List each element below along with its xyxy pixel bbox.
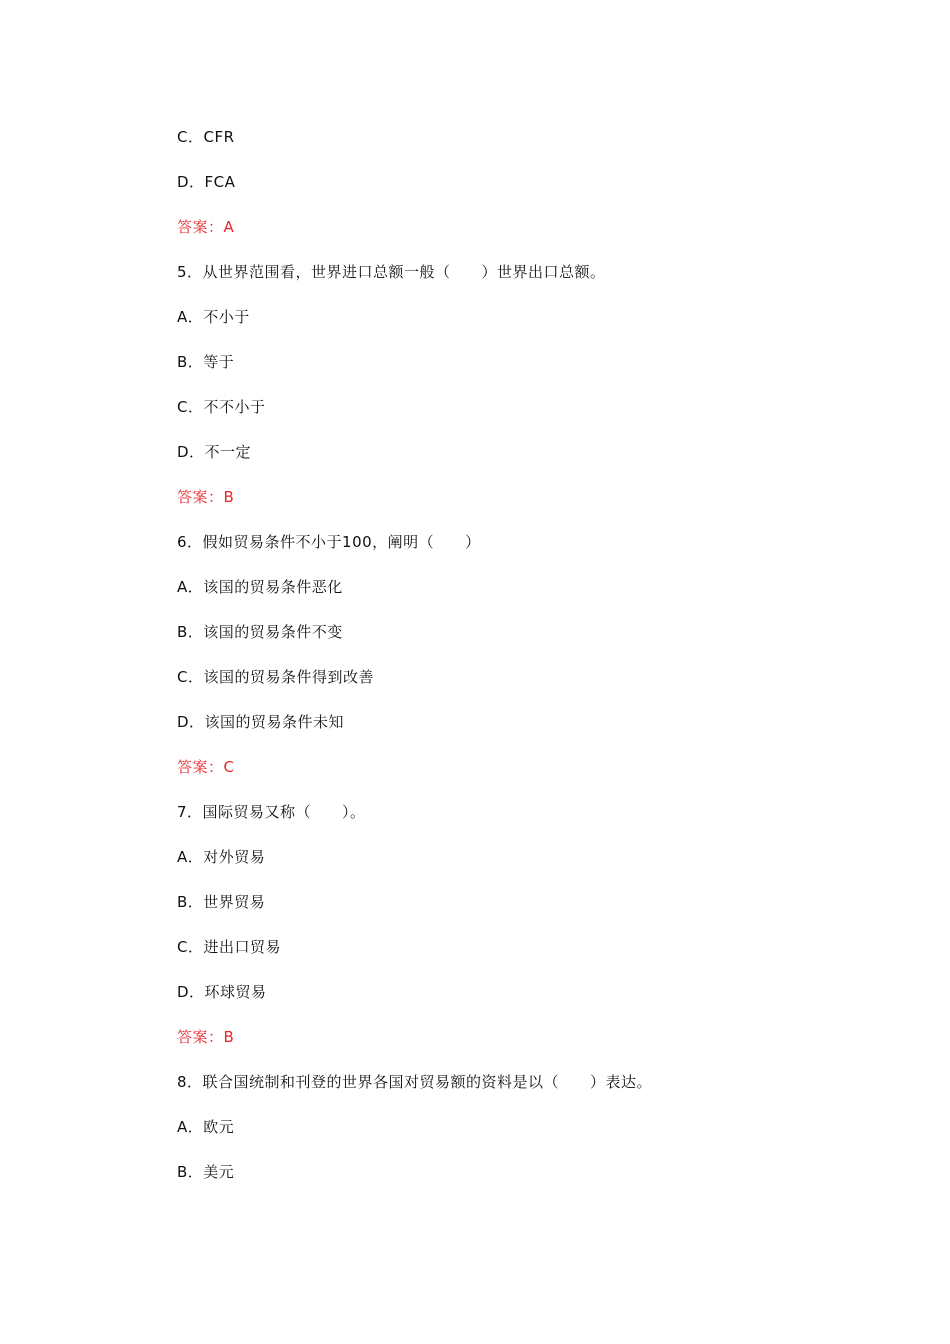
q6-option-b: B．该国的贸易条件不变 [177, 623, 343, 641]
q8-option-a: A．欧元 [177, 1118, 235, 1136]
q5-option-a: A．不小于 [177, 308, 250, 326]
option-d-fca: D．FCA [177, 173, 236, 191]
question-5: 5．从世界范围看，世界进口总额一般（ ）世界出口总额。 [177, 263, 606, 281]
quiz-content [177, 124, 817, 1204]
q7-option-a: A．对外贸易 [177, 848, 266, 866]
q7-option-b: B．世界贸易 [177, 893, 266, 911]
answer-q5: 答案：B [177, 488, 235, 506]
q6-option-c: C．该国的贸易条件得到改善 [177, 668, 374, 686]
q5-option-b: B．等于 [177, 353, 235, 371]
q5-option-d: D．不一定 [177, 443, 252, 461]
answer-q6: 答案：C [177, 758, 235, 776]
question-8: 8．联合国统制和刊登的世界各国对贸易额的资料是以（ ）表达。 [177, 1073, 653, 1091]
option-c-cfr: C．CFR [177, 128, 235, 146]
q5-option-c: C．不不小于 [177, 398, 266, 416]
answer-q7: 答案：B [177, 1028, 235, 1046]
answer-q4: 答案：A [177, 218, 235, 236]
q8-option-b: B．美元 [177, 1163, 235, 1181]
q6-option-a: A．该国的贸易条件恶化 [177, 578, 343, 596]
q7-option-c: C．进出口贸易 [177, 938, 281, 956]
question-7: 7．国际贸易又称（ ）。 [177, 803, 366, 821]
q6-option-d: D．该国的贸易条件未知 [177, 713, 345, 731]
question-6: 6．假如贸易条件不小于100，阐明（ ） [177, 533, 481, 551]
q7-option-d: D．环球贸易 [177, 983, 267, 1001]
